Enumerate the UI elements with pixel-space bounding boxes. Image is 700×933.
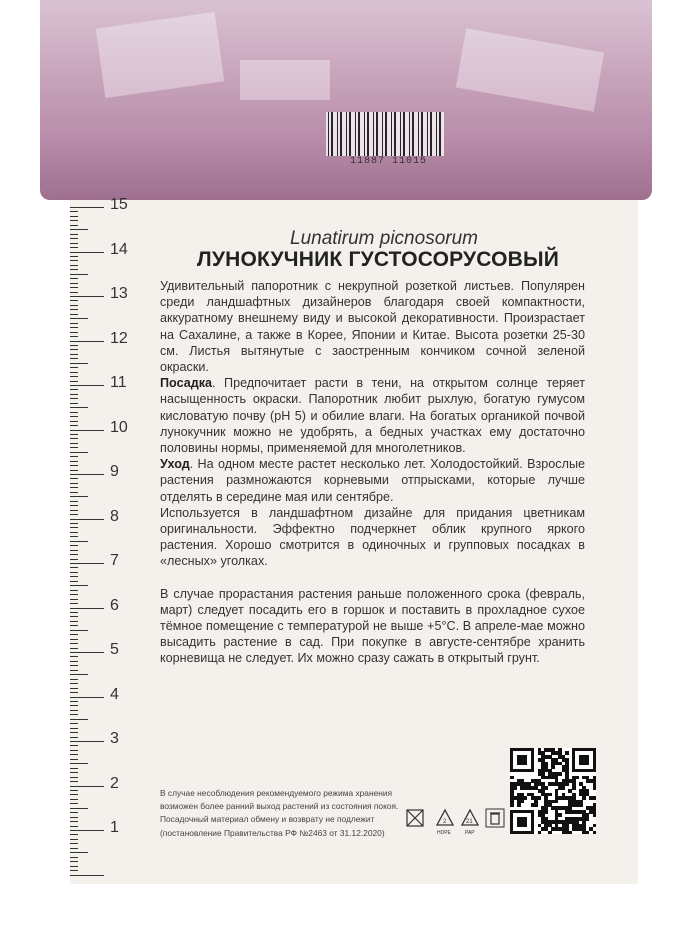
ruler-tick bbox=[70, 866, 78, 867]
ruler-number: 10 bbox=[110, 418, 128, 436]
ruler-tick bbox=[70, 839, 78, 840]
ruler-tick bbox=[70, 519, 104, 520]
ruler-tick bbox=[70, 625, 78, 626]
ruler-tick bbox=[70, 803, 78, 804]
ruler-tick bbox=[70, 274, 88, 275]
ruler-tick bbox=[70, 398, 78, 399]
description-body bbox=[160, 278, 585, 667]
ruler-tick bbox=[70, 234, 78, 235]
ruler-tick bbox=[70, 354, 78, 355]
ruler-tick bbox=[70, 683, 78, 684]
ruler-tick bbox=[70, 754, 78, 755]
qr-module bbox=[548, 831, 552, 835]
recycle-pap-icon bbox=[460, 808, 480, 828]
ruler-tick bbox=[70, 452, 88, 453]
ruler-number: 5 bbox=[110, 641, 119, 658]
ruler-tick bbox=[70, 425, 78, 426]
qr-module bbox=[572, 748, 575, 772]
qr-module bbox=[593, 748, 596, 772]
ruler-number: 4 bbox=[110, 685, 119, 703]
ruler-tick bbox=[70, 434, 78, 435]
pap-label: PAP bbox=[465, 830, 475, 836]
ruler-tick bbox=[70, 265, 78, 266]
care-paragraph bbox=[160, 456, 585, 505]
ruler-tick bbox=[70, 407, 88, 408]
qr-module bbox=[544, 786, 548, 790]
ruler-tick bbox=[70, 812, 78, 813]
ruler-tick bbox=[70, 403, 78, 404]
ruler-tick bbox=[70, 345, 78, 346]
ruler-tick bbox=[70, 834, 78, 835]
ruler-number: 6 bbox=[110, 596, 119, 614]
intro-paragraph: Удивительный папоротник с некрупной розеткой листьев. Популярен среди ландшафтных дизайнеров благодаря своей компактности, аккуратному внешнему виду и высокой декоративности. Произрастает на Сахалине, а также в Корее, Японии и Китае. Высота розетки 25-30 см. Листья вытянутые с заостренным кончиком сочной зеленой окраски. bbox=[160, 279, 585, 375]
qr-module bbox=[548, 793, 552, 797]
ruler-tick bbox=[70, 763, 88, 764]
ruler-tick bbox=[70, 599, 78, 600]
qr-module bbox=[510, 810, 513, 834]
ruler-tick bbox=[70, 363, 88, 364]
ruler-tick bbox=[70, 470, 78, 471]
ruler-tick bbox=[70, 768, 78, 769]
ruler-tick bbox=[70, 648, 78, 649]
qr-module bbox=[593, 824, 597, 828]
ruler-number: 7 bbox=[110, 552, 119, 569]
ruler-tick bbox=[70, 759, 78, 760]
ruler-tick bbox=[70, 367, 78, 368]
ruler-tick bbox=[70, 305, 78, 306]
ruler-tick bbox=[70, 799, 78, 800]
ruler-tick bbox=[70, 532, 78, 533]
ruler-tick bbox=[70, 220, 78, 221]
qr-module bbox=[517, 817, 527, 827]
ruler-tick bbox=[70, 861, 78, 862]
barcode bbox=[326, 112, 444, 156]
ruler-tick bbox=[70, 723, 78, 724]
bag-fold bbox=[96, 12, 225, 98]
ruler-tick bbox=[70, 732, 78, 733]
ruler-tick bbox=[70, 447, 78, 448]
ruler-tick bbox=[70, 430, 104, 431]
qr-module bbox=[510, 803, 514, 807]
ruler-tick bbox=[70, 287, 78, 288]
qr-module bbox=[531, 748, 534, 772]
ruler-tick bbox=[70, 501, 78, 502]
ruler-tick bbox=[70, 269, 78, 270]
ruler-tick bbox=[70, 870, 78, 871]
note-line: (постановление Правительства РФ №2463 от 31.12.2020) bbox=[160, 827, 385, 838]
qr-module bbox=[586, 831, 590, 835]
ruler-tick bbox=[70, 536, 78, 537]
ruler-tick bbox=[70, 216, 78, 217]
ruler-tick bbox=[70, 710, 78, 711]
ruler-tick bbox=[70, 523, 78, 524]
storage-note bbox=[160, 787, 420, 840]
ruler-tick bbox=[70, 817, 78, 818]
note-line: возможен более ранний выход растений из состояния покоя. bbox=[160, 801, 399, 812]
ruler-tick bbox=[70, 416, 78, 417]
ruler-tick bbox=[70, 777, 78, 778]
planting-paragraph bbox=[160, 375, 585, 456]
ruler-tick bbox=[70, 639, 78, 640]
ruler-number: 13 bbox=[110, 285, 128, 302]
ruler-tick bbox=[70, 327, 78, 328]
ruler-tick bbox=[70, 323, 78, 324]
qr-module bbox=[510, 748, 513, 772]
ruler-number: 3 bbox=[110, 730, 119, 747]
ruler-tick bbox=[70, 656, 78, 657]
ruler-tick bbox=[70, 697, 104, 698]
ruler-tick bbox=[70, 385, 104, 386]
ruler-tick bbox=[70, 705, 78, 706]
ruler-tick bbox=[70, 465, 78, 466]
ruler-tick bbox=[70, 652, 104, 653]
ruler-tick bbox=[70, 292, 78, 293]
ruler-tick bbox=[70, 550, 78, 551]
ruler-number: 15 bbox=[110, 196, 128, 213]
qr-code bbox=[510, 748, 596, 834]
ruler-tick bbox=[70, 875, 104, 876]
hdpe-label: HDPE bbox=[437, 830, 451, 836]
ruler-tick bbox=[70, 260, 78, 261]
ruler-tick bbox=[70, 412, 78, 413]
ruler-tick bbox=[70, 781, 78, 782]
ruler-tick bbox=[70, 514, 78, 515]
ruler-tick bbox=[70, 737, 78, 738]
ruler-tick bbox=[70, 665, 78, 666]
note-line: В случае несоблюдения рекомендуемого режима хранения bbox=[160, 788, 393, 798]
ruler-number: 11 bbox=[110, 374, 127, 391]
ruler-tick bbox=[70, 554, 78, 555]
qr-module bbox=[593, 831, 597, 835]
ruler-tick bbox=[70, 826, 78, 827]
qr-module bbox=[555, 800, 559, 804]
ruler-tick bbox=[70, 211, 78, 212]
ruler-tick bbox=[70, 283, 78, 284]
qr-module bbox=[524, 796, 528, 800]
qr-module bbox=[531, 810, 534, 834]
ruler-tick bbox=[70, 719, 88, 720]
care-text: . На одном месте растет несколько лет. Холодостойкий. Взрослые растения размножаются корневыми отпрысками, которые лучше отделять в середине мая или сентябре. bbox=[160, 457, 585, 504]
qr-module bbox=[517, 803, 521, 807]
ruler-tick bbox=[70, 389, 78, 390]
qr-module bbox=[565, 751, 569, 755]
qr-module bbox=[538, 796, 542, 800]
ruler-tick bbox=[70, 247, 78, 248]
ruler-number: 14 bbox=[110, 240, 128, 258]
note-line: Посадочный материал обмену и возврату не подлежит bbox=[160, 814, 375, 825]
ruler-tick bbox=[70, 225, 78, 226]
recycle-hdpe-icon bbox=[435, 808, 455, 828]
ruler-tick bbox=[70, 692, 78, 693]
ruler-tick bbox=[70, 309, 78, 310]
qr-module bbox=[593, 813, 597, 817]
ruler-tick bbox=[70, 585, 88, 586]
planting-text: . Предпочитает расти в тени, на открытом солнце теряет насыщенность окраски. Папоротник любит рыхлую, богатую гумусом кисловатую почву (pH 5) и обилие влаги. На богатых органикой почвой лунокучник можно не удобрять, а бедных участках ему достаточно половины нормы, применяемой для многолетников. bbox=[160, 376, 585, 456]
ruler-tick bbox=[70, 207, 104, 208]
ruler-tick bbox=[70, 496, 88, 497]
ruler-tick bbox=[70, 243, 78, 244]
ruler-tick bbox=[70, 545, 78, 546]
ruler-tick bbox=[70, 381, 78, 382]
ruler-tick bbox=[70, 745, 78, 746]
use-paragraph: Используется в ландшафтном дизайне для придания цветникам оригинальности. Эффектно подчеркнет облик крупного яркого растения. Хорошо смотрится в одиночных и групповых посадках в «лесных» уголках. bbox=[160, 505, 585, 569]
ruler-tick bbox=[70, 300, 78, 301]
qr-module bbox=[551, 765, 555, 769]
qr-module bbox=[579, 803, 583, 807]
ruler-number: 9 bbox=[110, 463, 119, 480]
ruler bbox=[70, 196, 140, 881]
qr-module bbox=[593, 786, 597, 790]
ruler-tick bbox=[70, 790, 78, 791]
bag-fold bbox=[240, 60, 330, 100]
ruler-tick bbox=[70, 786, 104, 787]
qr-module bbox=[593, 796, 597, 800]
ruler-tick bbox=[70, 741, 104, 742]
ruler-tick bbox=[70, 581, 78, 582]
ruler-tick bbox=[70, 483, 78, 484]
ruler-tick bbox=[70, 848, 78, 849]
care-label: Уход bbox=[160, 457, 190, 472]
ruler-tick bbox=[70, 372, 78, 373]
ruler-tick bbox=[70, 843, 78, 844]
ruler-tick bbox=[70, 478, 78, 479]
ruler-tick bbox=[70, 616, 78, 617]
ruler-number: 12 bbox=[110, 329, 128, 347]
ruler-tick bbox=[70, 563, 104, 564]
recycling-icons bbox=[405, 808, 505, 838]
ruler-tick bbox=[70, 438, 78, 439]
ruler-number: 8 bbox=[110, 507, 119, 525]
ruler-tick bbox=[70, 559, 78, 560]
ruler-tick bbox=[70, 461, 78, 462]
ruler-tick bbox=[70, 608, 104, 609]
ruler-tick bbox=[70, 256, 78, 257]
ruler-tick bbox=[70, 505, 78, 506]
ruler-tick bbox=[70, 857, 78, 858]
ruler-tick bbox=[70, 376, 78, 377]
ruler-tick bbox=[70, 670, 78, 671]
ruler-tick bbox=[70, 474, 104, 475]
ruler-tick bbox=[70, 443, 78, 444]
ruler-tick bbox=[70, 238, 78, 239]
latin-name: Lunatirum picnosorum bbox=[290, 228, 478, 249]
qr-module bbox=[568, 831, 572, 835]
qr-module bbox=[534, 803, 538, 807]
ruler-tick bbox=[70, 714, 78, 715]
ruler-tick bbox=[70, 541, 88, 542]
qr-module bbox=[538, 831, 542, 835]
ruler-tick bbox=[70, 830, 104, 831]
qr-module bbox=[544, 810, 548, 814]
ruler-tick bbox=[70, 349, 78, 350]
ruler-tick bbox=[70, 358, 78, 359]
ruler-tick bbox=[70, 456, 78, 457]
ruler-tick bbox=[70, 674, 88, 675]
svg-text:2: 2 bbox=[443, 819, 447, 825]
qr-module bbox=[558, 772, 562, 776]
plastic-bag bbox=[40, 0, 652, 200]
ruler-tick bbox=[70, 572, 78, 573]
qr-module bbox=[517, 755, 527, 765]
ruler-tick bbox=[70, 852, 88, 853]
storage-paragraph: В случае прорастания растения раньше положенного срока (февраль, март) следует посадить его в горшок и поставить в прохладное сухое тёмное помещение с температурой не выше +5°С. В апреле-мае можно высадить растение в сад. При покупке в августе-сентябре хранить корневища не следует. Их можно сразу сажать в открытый грунт. bbox=[160, 586, 585, 666]
no-packaging-icon bbox=[405, 808, 425, 828]
ruler-tick bbox=[70, 487, 78, 488]
ruler-tick bbox=[70, 336, 78, 337]
qr-module bbox=[572, 786, 576, 790]
ruler-tick bbox=[70, 772, 78, 773]
qr-module bbox=[558, 813, 562, 817]
ruler-tick bbox=[70, 278, 78, 279]
ruler-tick bbox=[70, 630, 88, 631]
bag-fold bbox=[456, 28, 604, 111]
ruler-tick bbox=[70, 567, 78, 568]
qr-module bbox=[565, 782, 569, 786]
ruler-tick bbox=[70, 688, 78, 689]
ruler-tick bbox=[70, 492, 78, 493]
ruler-tick bbox=[70, 318, 88, 319]
barcode-digits: 11887 11015 bbox=[350, 156, 428, 167]
ruler-tick bbox=[70, 603, 78, 604]
qr-module bbox=[562, 786, 566, 790]
ruler-tick bbox=[70, 590, 78, 591]
ruler-tick bbox=[70, 252, 104, 253]
ruler-tick bbox=[70, 634, 78, 635]
ruler-tick bbox=[70, 701, 78, 702]
ruler-tick bbox=[70, 679, 78, 680]
qr-module bbox=[513, 786, 517, 790]
qr-module bbox=[586, 817, 590, 821]
ruler-number: 2 bbox=[110, 774, 119, 792]
qr-module bbox=[575, 776, 579, 780]
ruler-tick bbox=[70, 612, 78, 613]
trash-bin-icon bbox=[485, 808, 505, 828]
ruler-tick bbox=[70, 808, 88, 809]
ruler-tick bbox=[70, 229, 88, 230]
plant-title: ЛУНОКУЧНИК ГУСТОСОРУСОВЫЙ bbox=[196, 248, 560, 271]
ruler-tick bbox=[70, 332, 78, 333]
ruler-tick bbox=[70, 821, 78, 822]
ruler-tick bbox=[70, 794, 78, 795]
ruler-tick bbox=[70, 594, 78, 595]
qr-module bbox=[520, 800, 524, 804]
ruler-tick bbox=[70, 750, 78, 751]
ruler-tick bbox=[70, 728, 78, 729]
svg-text:21: 21 bbox=[466, 819, 473, 825]
ruler-tick bbox=[70, 296, 104, 297]
ruler-number: 1 bbox=[110, 819, 119, 836]
planting-label: Посадка bbox=[160, 376, 213, 391]
ruler-tick bbox=[70, 510, 78, 511]
ruler-tick bbox=[70, 314, 78, 315]
ruler-tick bbox=[70, 621, 78, 622]
ruler-tick bbox=[70, 576, 78, 577]
qr-module bbox=[579, 755, 589, 765]
ruler-tick bbox=[70, 421, 78, 422]
qr-module bbox=[582, 796, 586, 800]
ruler-tick bbox=[70, 661, 78, 662]
ruler-tick bbox=[70, 643, 78, 644]
qr-module bbox=[510, 776, 514, 780]
ruler-tick bbox=[70, 527, 78, 528]
ruler-tick bbox=[70, 394, 78, 395]
ruler-tick bbox=[70, 341, 104, 342]
